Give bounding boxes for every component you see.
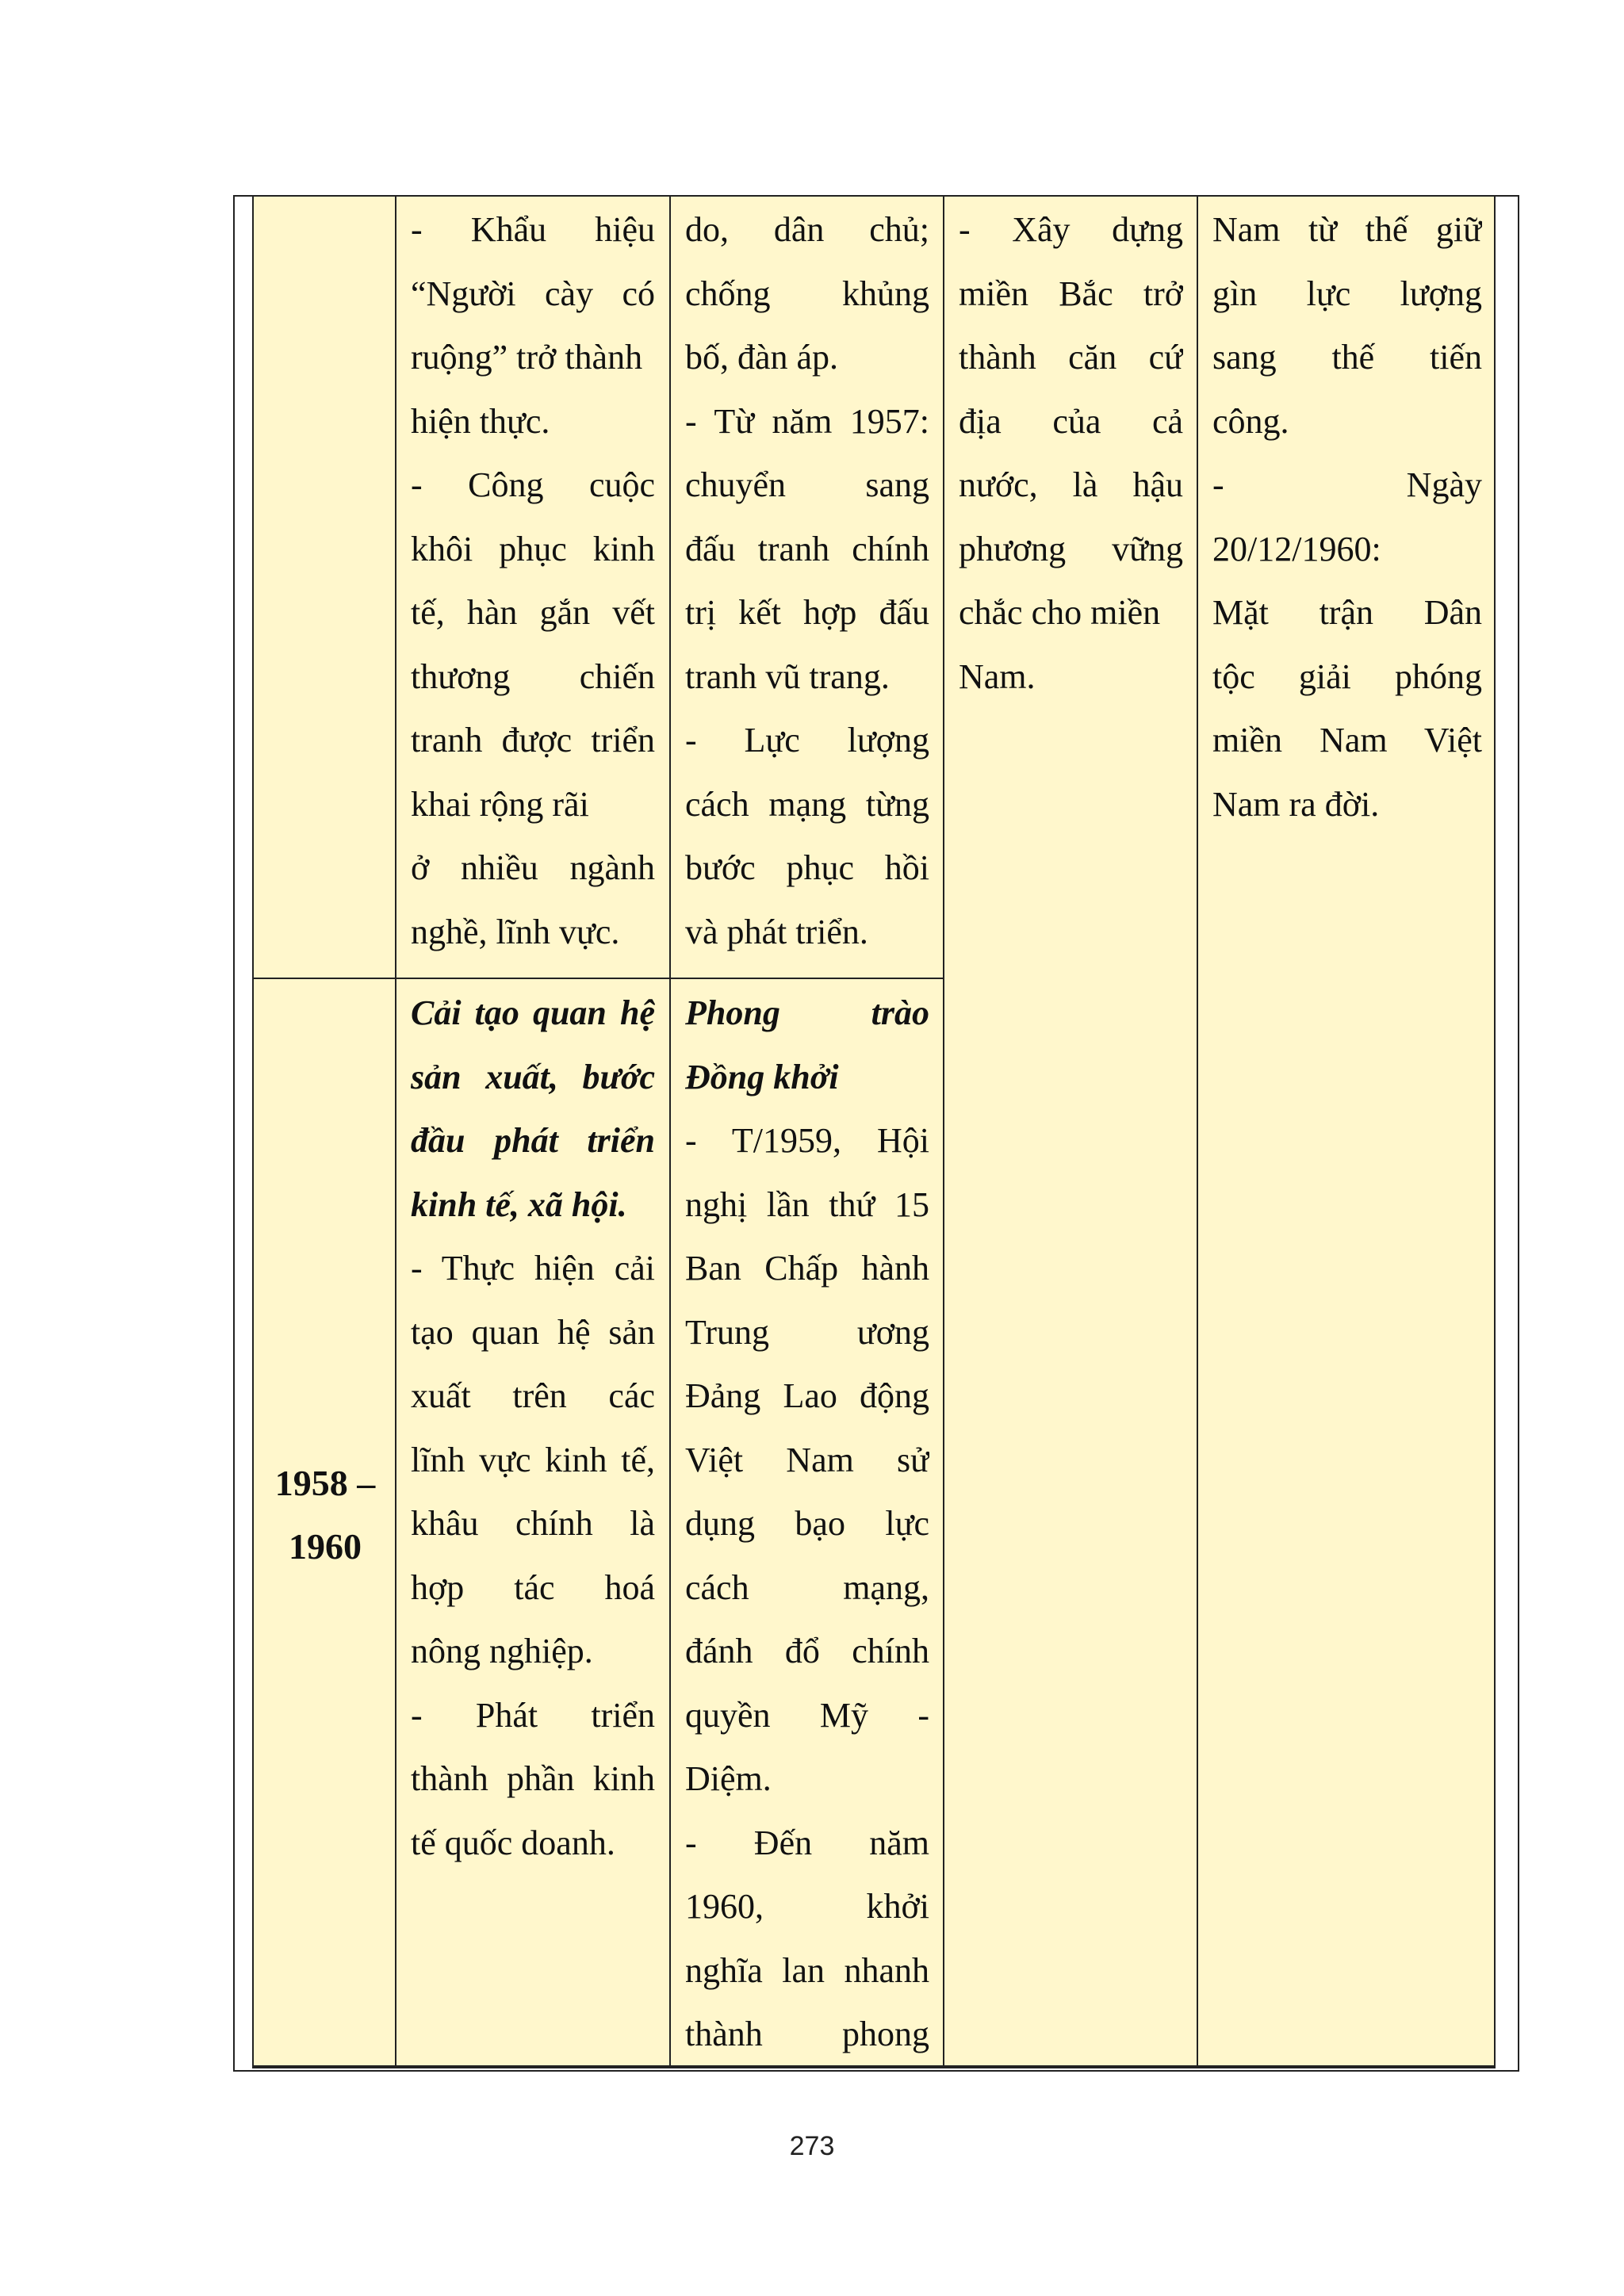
text-line: - Khẩu hiệu	[411, 210, 655, 249]
column-divider	[1197, 197, 1198, 2065]
text-line: nghị lần thứ 15	[685, 1184, 929, 1224]
text-line: hợp tác hoá	[411, 1567, 655, 1607]
text-line: thành căn cứ	[959, 338, 1183, 377]
text-line: nghề, lĩnh vực.	[411, 912, 620, 951]
text-line: tộc giải phóng	[1212, 656, 1482, 696]
text-line: hiện thực.	[411, 401, 550, 441]
text-line: Ban Chấp hành	[685, 1249, 929, 1288]
heading-line: Cải tạo quan hệ	[411, 993, 655, 1032]
text-line: tế, hàn gắn vết	[411, 593, 655, 632]
text-line: bố, đàn áp.	[685, 338, 839, 377]
result-cell	[1212, 198, 1482, 836]
text-line: - Lực lượng	[685, 721, 929, 760]
row2-achievements-cell	[411, 982, 655, 1875]
history-table	[252, 197, 1496, 2068]
row1-achievements-cell	[411, 198, 655, 964]
text-line: khâu chính là	[411, 1504, 655, 1543]
text-line: chuyển sang	[685, 465, 929, 504]
table-outer-frame	[233, 195, 1519, 2072]
text-line: ở nhiều ngành	[411, 848, 655, 887]
text-line: thương chiến	[411, 656, 655, 696]
text-line: - Công cuộc	[411, 465, 655, 504]
text-line: - Đến năm	[685, 1823, 929, 1862]
text-line: - Xây dựng	[959, 210, 1183, 249]
text-line: cách mạng từng	[685, 784, 929, 824]
text-line: chắc cho miền	[959, 593, 1161, 632]
row-divider	[254, 978, 943, 979]
text-line: - Ngày	[1212, 465, 1482, 504]
text-line: thành phong	[685, 2015, 929, 2053]
text-line: đánh đổ chính	[685, 1632, 929, 1670]
text-line: xuất trên các	[411, 1376, 655, 1415]
text-line: - Từ năm 1957:	[685, 401, 929, 441]
heading-line: đầu phát triển	[411, 1121, 655, 1160]
heading-line: Phong trào	[685, 993, 929, 1032]
text-line: Diệm.	[685, 1759, 772, 1798]
text-line: Đảng Lao động	[685, 1376, 929, 1415]
text-line: chống khủng	[685, 274, 929, 313]
text-line: trị kết hợp đấu	[685, 593, 929, 632]
heading-line: kinh tế, xã hội.	[411, 1184, 627, 1224]
text-line: địa của cả	[959, 401, 1183, 441]
text-line: - Thực hiện cải	[411, 1249, 655, 1288]
text-line: khôi phục kinh	[411, 529, 655, 568]
page-number: 273	[789, 2131, 835, 2161]
text-line: miền Bắc trở	[959, 274, 1183, 313]
text-line: ruộng” trở thành	[411, 338, 643, 377]
column-divider	[669, 197, 671, 2065]
text-line: đấu tranh chính	[685, 529, 929, 568]
text-line: gìn lực lượng	[1212, 274, 1482, 313]
text-line: dụng bạo lực	[685, 1504, 929, 1543]
text-line: 1960, khởi	[685, 1887, 929, 1926]
text-line: tế quốc doanh.	[411, 1823, 615, 1862]
text-line: khai rộng rãi	[411, 784, 589, 824]
text-line: Trung ương	[685, 1312, 929, 1352]
text-line: tranh được triển	[411, 721, 655, 760]
text-line: và phát triển.	[685, 912, 868, 951]
text-line: 20/12/1960:	[1212, 529, 1381, 568]
text-line: sang thế tiến	[1212, 338, 1482, 377]
text-line: - T/1959, Hội	[685, 1121, 929, 1160]
heading-line: Đồng khởi	[685, 1057, 839, 1096]
text-line: Nam ra đời.	[1212, 784, 1380, 824]
text-line: Việt Nam sử	[685, 1440, 929, 1479]
text-line: quyền Mỹ -	[685, 1695, 929, 1735]
text-line: tranh vũ trang.	[685, 656, 890, 696]
role-cell	[959, 198, 1183, 709]
text-line: - Phát triển	[411, 1695, 655, 1735]
column-divider	[943, 197, 944, 2065]
period-end: 1960	[289, 1526, 362, 1567]
text-line: Nam.	[959, 656, 1036, 696]
heading-line: sản xuất, bước	[411, 1057, 655, 1096]
column-divider	[395, 197, 396, 2065]
text-line: “Người cày có	[411, 274, 655, 313]
period-cell	[255, 1452, 395, 1578]
text-line: do, dân chủ;	[685, 210, 929, 249]
text-line: cách mạng,	[685, 1567, 929, 1607]
text-line: miền Nam Việt	[1212, 721, 1482, 760]
text-line: tạo quan hệ sản	[411, 1312, 655, 1352]
text-line: thành phần kinh	[411, 1759, 655, 1798]
text-line: Nam từ thế giữ	[1212, 210, 1482, 249]
text-line: nước, là hậu	[959, 465, 1183, 504]
row1-south-cell	[685, 198, 929, 964]
text-line: nghĩa lan nhanh	[685, 1950, 929, 1990]
text-line: lĩnh vực kinh tế,	[411, 1440, 655, 1479]
text-line: Mặt trận Dân	[1212, 593, 1482, 632]
text-line: nông nghiệp.	[411, 1632, 593, 1670]
text-line: công.	[1212, 401, 1289, 441]
text-line: bước phục hồi	[685, 848, 929, 887]
row2-south-cell	[685, 982, 929, 2067]
text-line: phương vững	[959, 529, 1183, 568]
period-start: 1958 –	[274, 1463, 376, 1503]
